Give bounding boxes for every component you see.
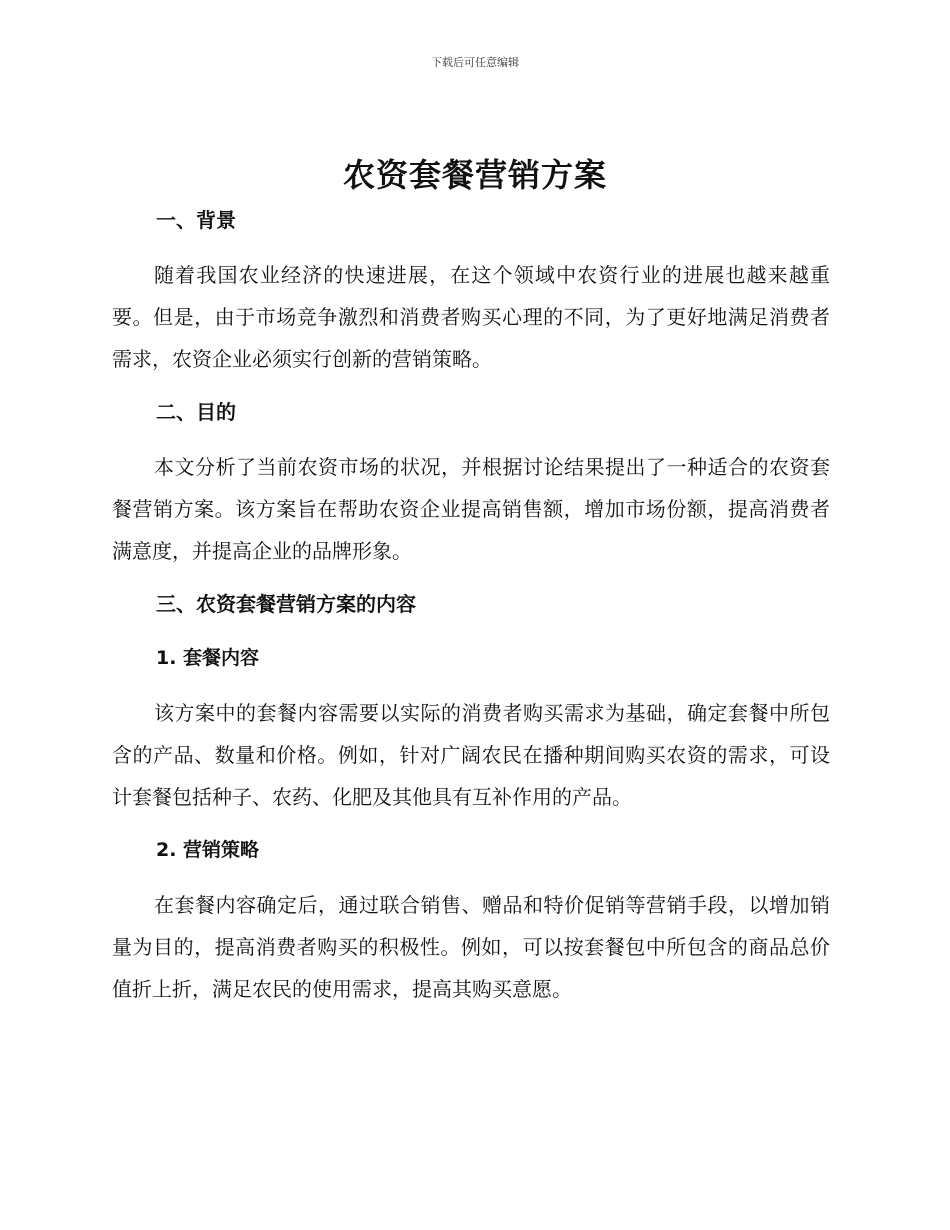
- subsection-text-strategy: 在套餐内容确定后，通过联合销售、赠品和特价促销等营销手段，以增加销量为目的，提高消费者购买的积极性。例如，可以按套餐包中所包含的商品总价值折上折，满足农民的使用需求，提高其购买意愿。: [112, 893, 830, 1001]
- section-text-purpose: 本文分析了当前农资市场的状况，并根据讨论结果提出了一种适合的农资套餐营销方案。该方案旨在帮助农资企业提高销售额，增加市场份额，提高消费者满意度，并提高企业的品牌形象。: [112, 455, 830, 563]
- section-heading-background: 一、背景: [156, 208, 236, 232]
- section-heading-purpose: 二、目的: [156, 400, 236, 424]
- section-text-background: 随着我国农业经济的快速进展，在这个领域中农资行业的进展也越来越重要。但是，由于市场竞争激烈和消费者购买心理的不同，为了更好地满足消费者需求，农资企业必须实行创新的营销策略。: [112, 263, 830, 371]
- subsection-text-package: 该方案中的套餐内容需要以实际的消费者购买需求为基础，确定套餐中所包含的产品、数量和价格。例如，针对广阔农民在播种期间购买农资的需求，可设计套餐包括种子、农药、化肥及其他具有互补作用的产品。: [112, 701, 830, 809]
- header-note: 下载后可任意编辑: [431, 56, 519, 69]
- subsection-heading-strategy: 2. 营销策略: [156, 839, 260, 861]
- document-title: 农资套餐营销方案: [342, 156, 607, 194]
- section-heading-content: 三、农资套餐营销方案的内容: [156, 592, 416, 616]
- subsection-heading-package: 1. 套餐内容: [156, 647, 260, 669]
- document-body: [112, 200, 830, 1010]
